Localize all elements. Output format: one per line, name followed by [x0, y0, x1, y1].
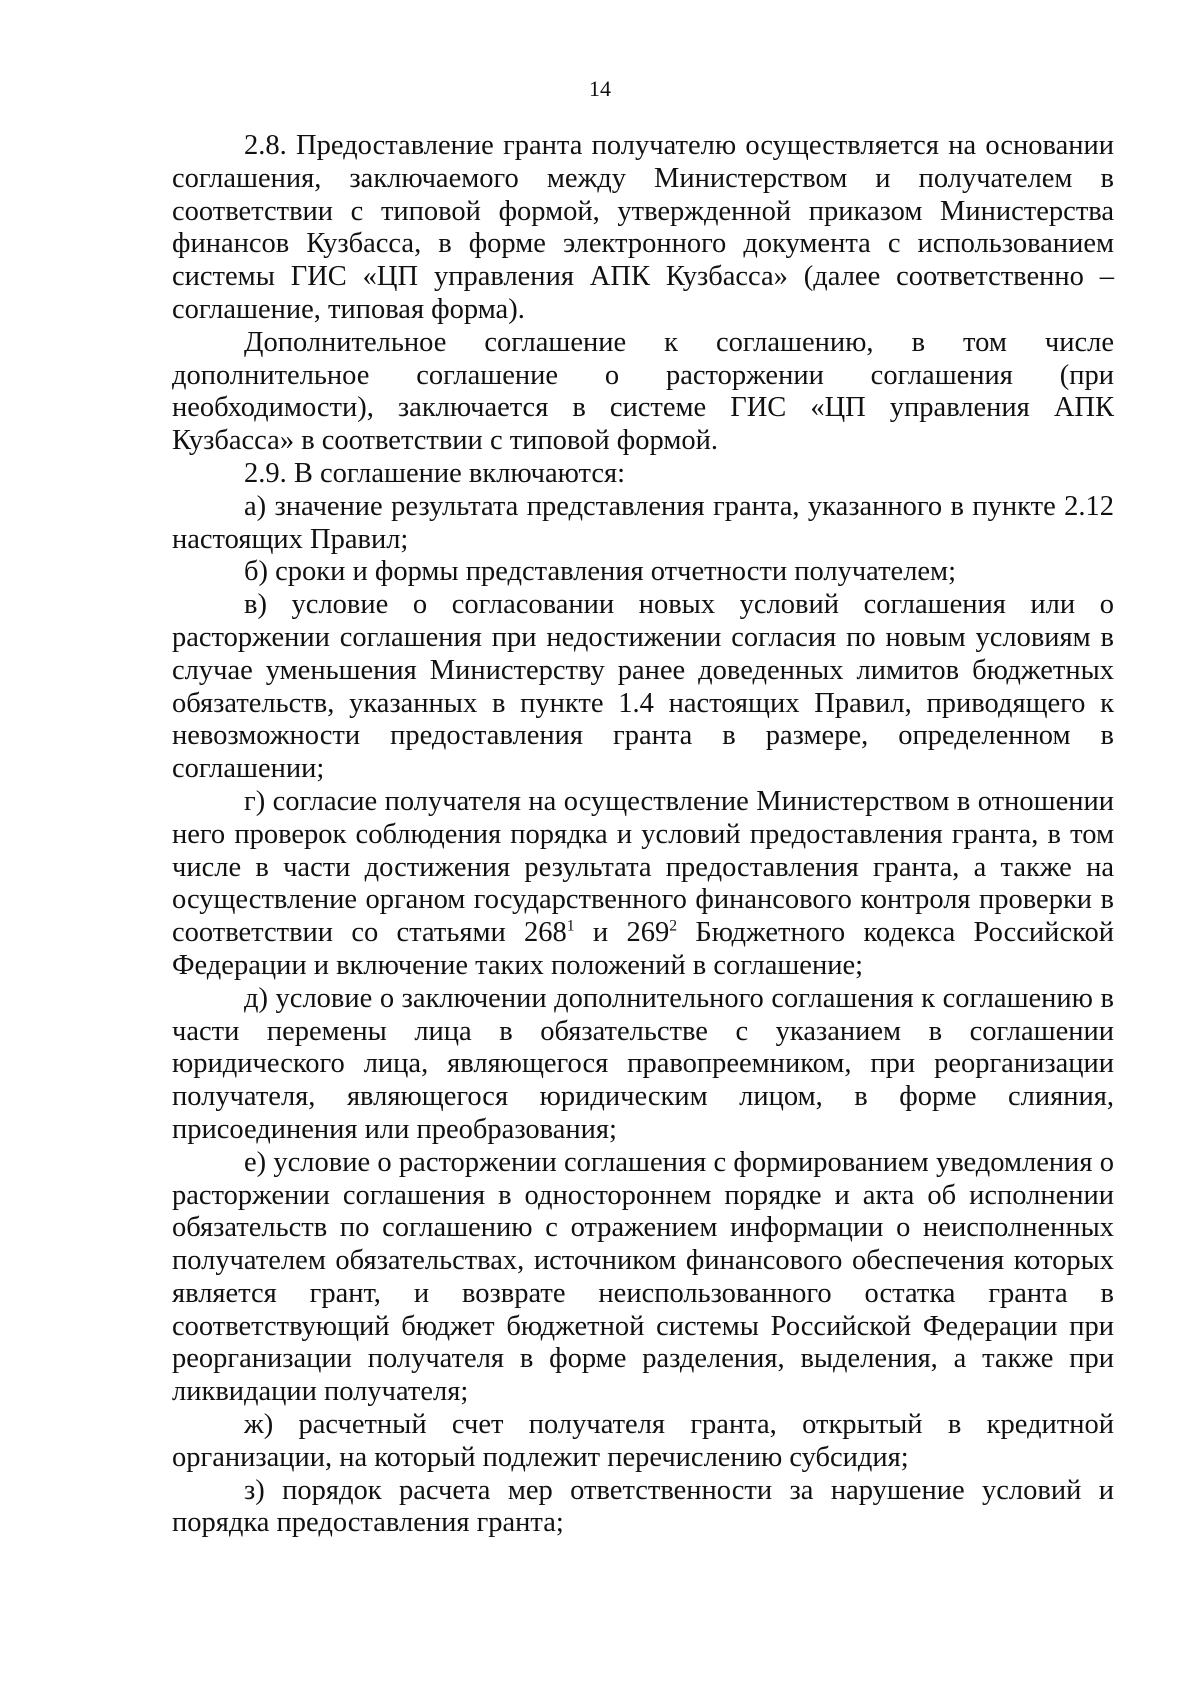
- list-item-v: в) условие о согласовании новых условий соглашения или о расторжении соглашения при недостижении согласия по новым условиям в случае уменьшения Министерству ранее доведенных лимитов бюджетных обязательств, указанных в пункте 1.4 настоящих Правил, приводящего к невозможности предоставления гранта в размере, определенном в соглашении;: [172, 589, 1114, 785]
- paragraph-2-9: 2.9. В соглашение включаются:: [244, 457, 626, 489]
- list-item-g-text-3: Бюджетного кодекса Российской Федерации и включение таких положений в соглашение;: [172, 917, 1114, 981]
- list-item-a: а) значение результата представления гранта, указанного в пункте 2.12 настоящих Правил;: [172, 490, 1114, 555]
- list-item-g: [172, 786, 1114, 983]
- document-body: [172, 130, 1114, 1540]
- list-item-b: б) сроки и формы представления отчетности получателем;: [244, 556, 957, 588]
- paragraph-2-8: 2.8. Предоставление гранта получателю осуществляется на основании соглашения, заключаемого между Министерством и получателем в соответствии с типовой формой, утвержденной приказом Министерства финансов Кузбасса, в форме электронного документа с использованием системы ГИС «ЦП управления АПК Кузбасса» (далее соответственно – соглашение, типовая форма).: [172, 130, 1114, 325]
- superscript-2: 2: [669, 917, 678, 935]
- list-item-e: е) условие о расторжении соглашения с формированием уведомления о расторжении соглашения в одностороннем порядке и акта об исполнении обязательств по соглашению с отражением информации о неисполненных получателем обязательствах, источником финансового обеспечения которых является грант, и возврате неиспользованного остатка гранта в соответствующий бюджет бюджетной системы Российской Федерации при реорганизации получателя в форме разделения, выделения, а также при ликвидации получателя;: [172, 1146, 1114, 1408]
- paragraph-additional-agreement: Дополнительное соглашение к соглашению, в том числе дополнительное соглашение о расторжении соглашения (при необходимости), заключается в системе ГИС «ЦП управления АПК Кузбасса» в соответствии с типовой формой.: [172, 326, 1114, 457]
- list-item-d: д) условие о заключении дополнительного соглашения к соглашению в части перемены лица в обязательстве с указанием в соглашении юридического лица, являющегося правопреемником, при реорганизации получателя, являющегося юридическим лицом, в форме слияния, присоединения или преобразования;: [172, 982, 1114, 1145]
- list-item-g-text-1: г) согласие получателя на осуществление Министерством в отношении него проверок соблюдения порядка и условий предоставления гранта, в том числе в части достижения результата предоставления гранта, а также на осуществление органом государственного финансового контроля проверки в соответствии со статьями 268: [172, 785, 1114, 949]
- list-item-zh: ж) расчетный счет получателя гранта, открытый в кредитной организации, на который подлежит перечислению субсидия;: [172, 1409, 1114, 1473]
- list-item-g-text-2: и 269: [574, 917, 670, 949]
- superscript-1: 1: [566, 917, 575, 935]
- page-number: 14: [589, 76, 611, 101]
- list-item-z: з) порядок расчета мер ответственности за нарушение условий и порядка предоставления гранта;: [172, 1474, 1114, 1539]
